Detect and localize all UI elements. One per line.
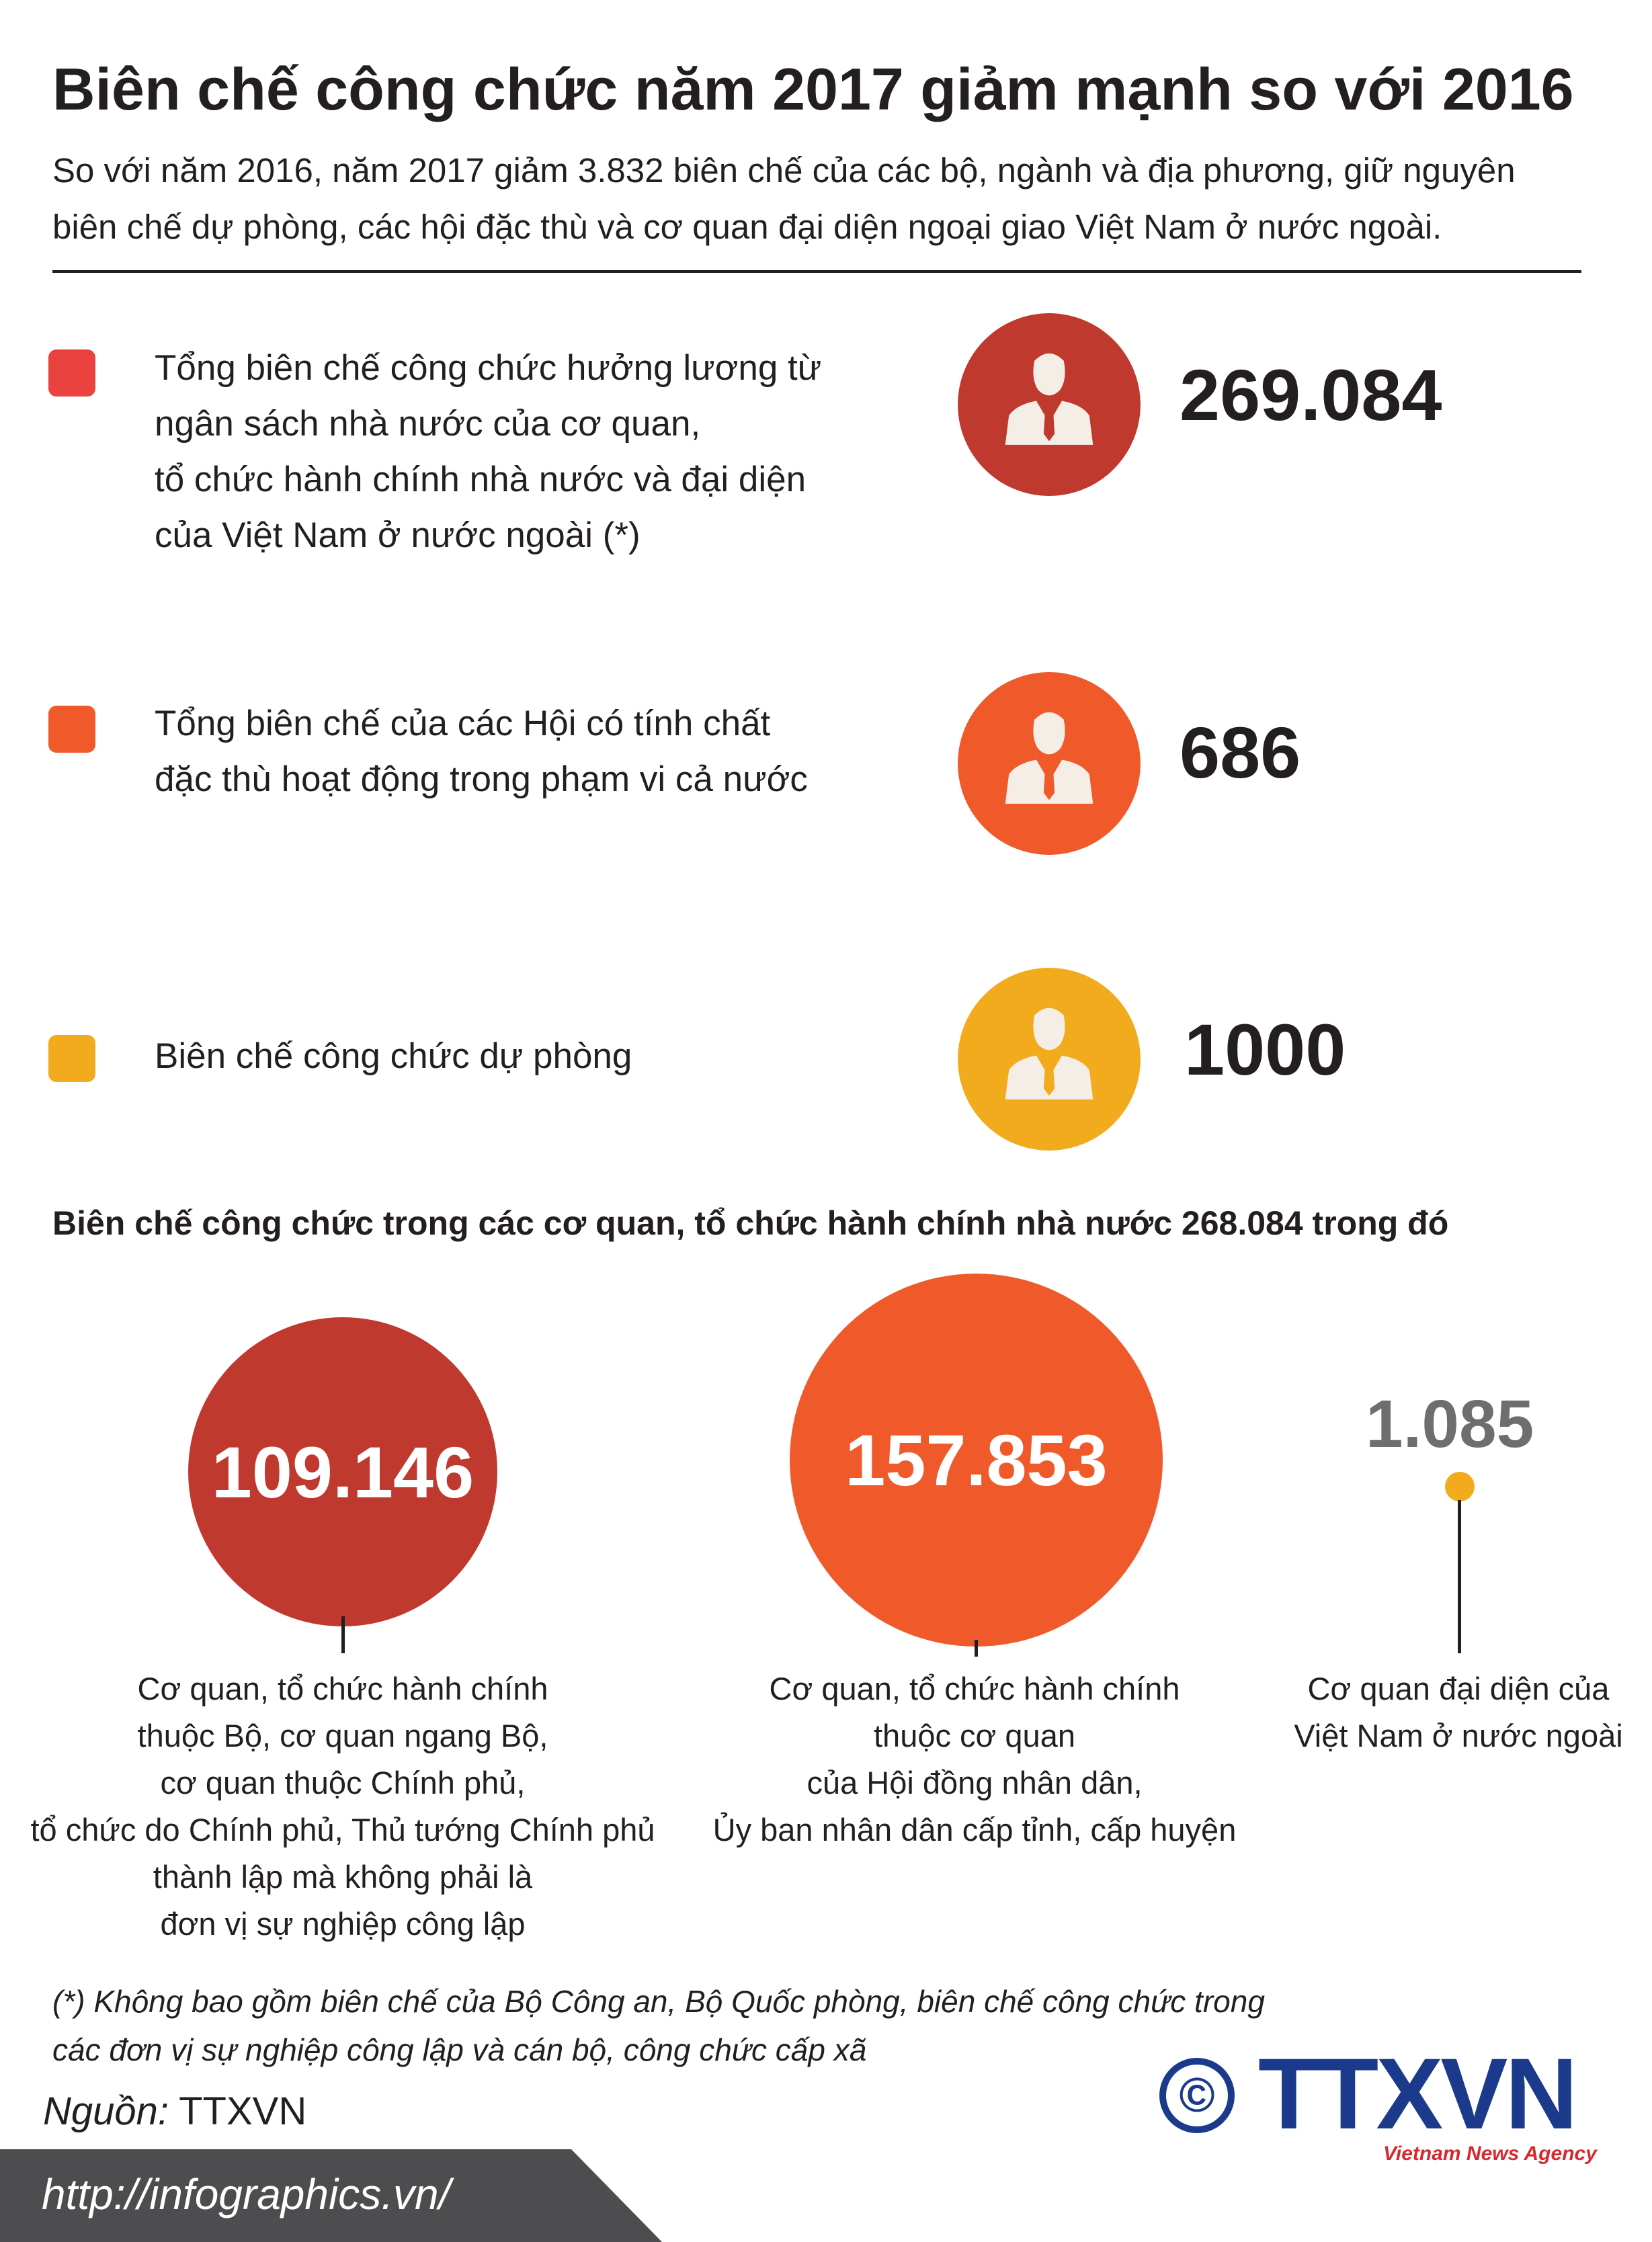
copyright-symbol: © — [1179, 2069, 1215, 2122]
item-1-label-line: Tổng biên chế công chức hưởng lương từ — [155, 348, 822, 388]
item-2-label-line: đặc thù hoạt động trong phạm vi cả nước — [155, 759, 808, 799]
caption-line: thành lập mà không phải là — [153, 1859, 533, 1895]
source-value: TTXVN — [169, 2089, 307, 2133]
caption-line: của Hội đồng nhân dân, — [807, 1765, 1143, 1800]
caption-line: Cơ quan, tổ chức hành chính — [137, 1671, 548, 1706]
source-label: Nguồn: — [43, 2089, 169, 2133]
item-1-label-line: của Việt Nam ở nước ngoài (*) — [155, 515, 641, 555]
caption-line: đơn vị sự nghiệp công lập — [160, 1906, 526, 1942]
copyright-icon — [1159, 2058, 1235, 2133]
item-3-value: 1000 — [1184, 1009, 1346, 1090]
breakdown-2-circle — [790, 1274, 1163, 1647]
breakdown-1-circle — [188, 1317, 497, 1626]
person-icon — [958, 672, 1141, 855]
person-icon — [958, 313, 1141, 496]
item-1-label-line: tổ chức hành chính nhà nước và đại diện — [155, 460, 807, 499]
source — [43, 2089, 306, 2134]
breakdown-1-value: 109.146 — [211, 1431, 474, 1513]
item-3-label-line: Biên chế công chức dự phòng — [155, 1036, 632, 1076]
legend-marker-orange — [48, 706, 95, 753]
item-2-label-line: Tổng biên chế của các Hội có tính chất — [155, 704, 771, 743]
caption-line: cơ quan thuộc Chính phủ, — [160, 1765, 526, 1800]
ttxvn-logo: TTXVN — [1258, 2037, 1575, 2150]
logo-tagline: Vietnam News Agency — [1383, 2143, 1597, 2165]
caption-line: Cơ quan, tổ chức hành chính — [769, 1671, 1180, 1706]
subtitle — [52, 142, 1618, 255]
legend-marker-red — [48, 349, 95, 397]
footnote-line: các đơn vị sự nghiệp công lập và cán bộ, công chức cấp xã — [52, 2032, 867, 2067]
breakdown-3-value: 1.085 — [1366, 1386, 1534, 1462]
item-2-label — [155, 696, 894, 807]
person-icon — [958, 968, 1141, 1151]
caption-line: thuộc Bộ, cơ quan ngang Bộ, — [137, 1718, 548, 1753]
legend-marker-yellow — [48, 1035, 95, 1082]
section-heading: Biên chế công chức trong các cơ quan, tổ chức hành chính nhà nước 268.084 trong đó — [52, 1204, 1449, 1242]
subtitle-line: So với năm 2016, năm 2017 giảm 3.832 biên chế của các bộ, ngành và địa phương, giữ nguyên — [52, 151, 1516, 190]
item-1-value: 269.084 — [1180, 354, 1442, 435]
subtitle-line: biên chế dự phòng, các hội đặc thù và cơ quan đại diện ngoại giao Việt Nam ở nước ngoài. — [52, 208, 1442, 246]
caption-line: Cơ quan đại diện của — [1307, 1671, 1610, 1706]
item-2-value: 686 — [1180, 712, 1301, 793]
caption-line: Việt Nam ở nước ngoài — [1294, 1718, 1623, 1753]
website-link[interactable]: http://infographics.vn/ — [42, 2170, 451, 2218]
connector-line — [341, 1616, 345, 1653]
breakdown-3-dot — [1445, 1472, 1475, 1501]
connector-line — [975, 1640, 978, 1657]
page-title: Biên chế công chức năm 2017 giảm mạnh so với 2016 — [52, 56, 1574, 122]
item-1-label-line: ngân sách nhà nước của cơ quan, — [155, 404, 701, 444]
caption-line: thuộc cơ quan — [874, 1718, 1075, 1753]
breakdown-3-caption — [1284, 1665, 1633, 1759]
caption-line: tổ chức do Chính phủ, Thủ tướng Chính phủ — [30, 1812, 655, 1847]
caption-line: Ủy ban nhân dân cấp tỉnh, cấp huyện — [712, 1812, 1237, 1847]
breakdown-2-caption — [672, 1665, 1277, 1854]
footnote-line: (*) Không bao gồm biên chế của Bộ Công an, Bộ Quốc phòng, biên chế công chức trong — [52, 1984, 1265, 2019]
item-3-label — [155, 1028, 894, 1084]
divider — [52, 270, 1581, 273]
item-1-label — [155, 340, 894, 563]
breakdown-1-caption — [20, 1665, 665, 1948]
connector-line — [1458, 1500, 1461, 1653]
breakdown-2-value: 157.853 — [845, 1419, 1108, 1501]
